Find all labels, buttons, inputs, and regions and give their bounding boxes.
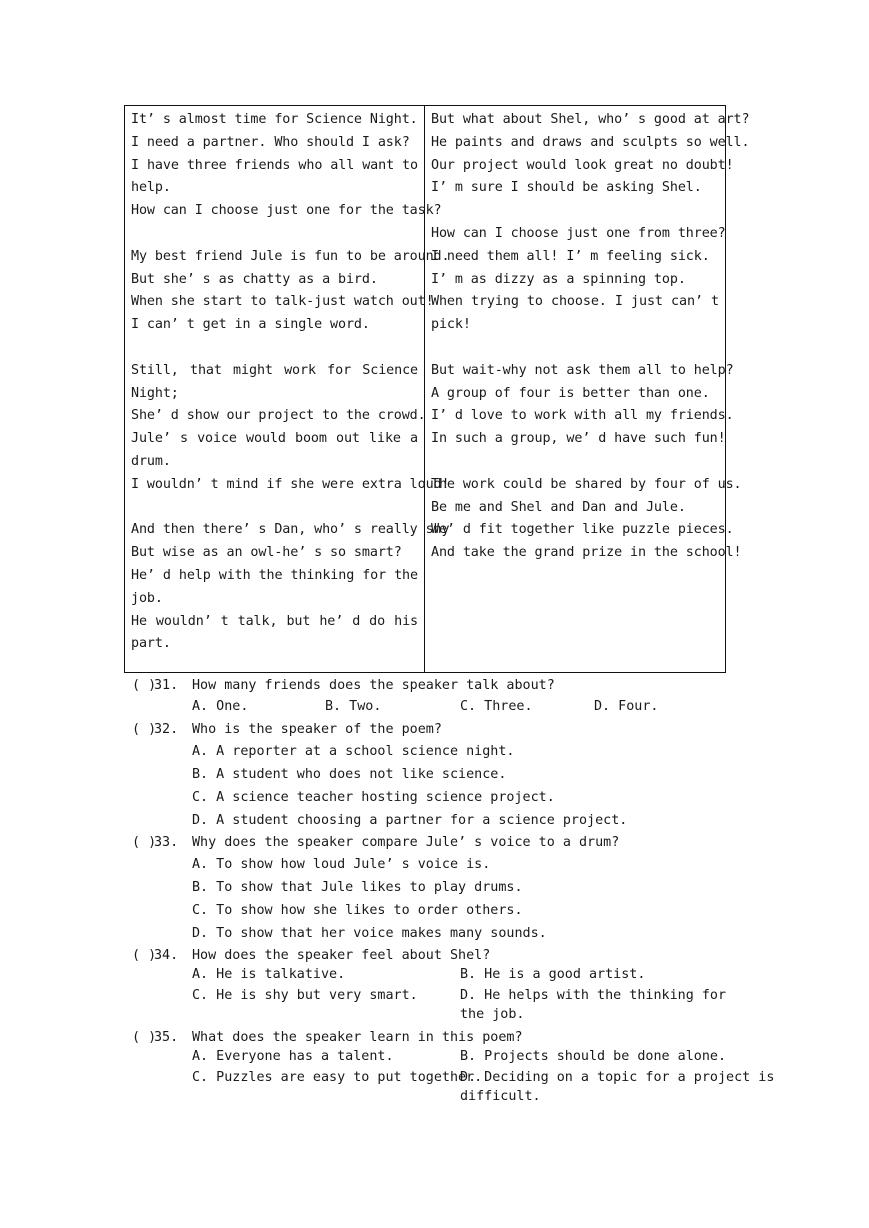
poem-line: help. [131,180,171,196]
options-32 [132,741,732,832]
option-c: C. To show how she likes to order others. [192,903,523,918]
question-number: 34. [154,948,179,963]
poem-line: Our project would look great no doubt! [431,157,734,173]
poem-right-column [425,106,750,672]
poem-line: How can I choose just one from three? [431,225,726,241]
question-number: 33. [154,835,179,850]
options-34 [132,967,732,1027]
question-text: How does the speaker feel about Shel? [192,948,491,963]
option-d-continued: the job. [460,1007,525,1022]
option-a: A. He is talkative. [192,967,346,982]
poem-left-column [125,106,450,672]
option-b: B. Two. [325,699,382,714]
poem-line: She’ d show our project to the crowd. [131,408,426,424]
option-c: C. Three. [460,699,533,714]
poem-line: He’ d help with the thinking for the [131,567,418,583]
answer-blank[interactable]: ( ) [132,835,157,850]
poem-line: Night; [131,385,179,401]
question-number: 31. [154,678,179,693]
question-32 [132,719,732,741]
question-text: Who is the speaker of the poem? [192,722,442,737]
poem-line: But wise as an owl-he’ s so smart? [131,545,402,561]
answer-blank[interactable]: ( ) [132,1030,157,1045]
option-c: C. He is shy but very smart. [192,988,418,1003]
option-d: D. Deciding on a topic for a project is [460,1070,775,1085]
poem-line [131,337,418,360]
answer-blank[interactable]: ( ) [132,722,157,737]
poem-line: I’ d love to work with all my friends. [431,408,734,424]
poem-line: And then there’ s Dan, who’ s really shy [131,522,450,538]
questions-section [132,675,775,1109]
option-d-continued: difficult. [460,1089,541,1104]
poem-table [124,105,750,673]
options-31 [132,697,732,719]
answer-blank[interactable]: ( ) [132,948,157,963]
option-d: D. Four. [594,699,659,714]
poem-line: I’ m sure I should be asking Shel. [431,180,702,196]
poem-line: part. [131,636,171,652]
poem-line: Be me and Shel and Dan and Jule. [431,499,686,515]
option-a: A. To show how loud Jule’ s voice is. [192,857,491,872]
question-text: How many friends does the speaker talk about? [192,678,555,693]
poem-line: I can’ t get in a single word. [131,317,370,333]
option-c: C. A science teacher hosting science project. [192,790,555,805]
option-b: B. Projects should be done alone. [460,1049,727,1064]
poem-line: My best friend Jule is fun to be around. [131,248,450,264]
poem-line: In such a group, we’ d have such fun! [431,431,726,447]
poem-line [131,497,418,520]
poem-line: job. [131,590,163,606]
poem-line [131,223,418,246]
poem-line: But what about Shel, who’ s good at art? [431,112,750,127]
question-34 [132,945,732,967]
option-b: B. He is a good artist. [460,967,646,982]
option-a: A. Everyone has a talent. [192,1049,394,1064]
option-d: D. To show that her voice makes many sounds. [192,926,547,941]
poem-line [431,337,719,360]
poem-line: How can I choose just one for the task? [131,203,442,219]
question-33 [132,832,732,854]
question-text: Why does the speaker compare Jule’ s voice to a drum? [192,835,620,850]
question-number: 32. [154,722,179,737]
poem-line: He wouldn’ t talk, but he’ d do his [131,613,418,629]
poem-line: Still, that might work for Science [131,362,418,378]
poem-line: We’ d fit together like puzzle pieces. [431,522,734,538]
poem-line: But she’ s as chatty as a bird. [131,271,378,287]
poem-line: And take the grand prize in the school! [431,545,742,561]
options-35 [132,1049,775,1109]
poem-line: The work could be shared by four of us. [431,476,742,492]
poem-line [431,200,719,223]
option-a: A. One. [192,699,249,714]
poem-line [431,451,719,474]
answer-blank[interactable]: ( ) [132,678,157,693]
option-a: A. A reporter at a school science night. [192,744,515,759]
question-35 [132,1027,732,1049]
question-text: What does the speaker learn in this poem? [192,1030,523,1045]
poem-line: I wouldn’ t mind if she were extra loud! [131,476,450,492]
poem-line: I have three friends who all want to [131,157,418,173]
question-31 [132,675,732,697]
option-d: D. He helps with the thinking for [460,988,727,1003]
poem-line: When she start to talk-just watch out! [131,294,434,310]
option-b: B. To show that Jule likes to play drums. [192,880,523,895]
poem-line: pick! [431,317,471,333]
poem-line: When trying to choose. I just can’ t [431,294,719,310]
poem-line: I need a partner. Who should I ask? [131,134,410,150]
question-number: 35. [154,1030,179,1045]
option-c: C. Puzzles are easy to put together. [192,1070,483,1085]
option-d: D. A student choosing a partner for a science project. [192,813,628,828]
poem-line: But wait-why not ask them all to help? [431,362,734,378]
poem-line: He paints and draws and sculpts so well. [431,134,750,150]
poem-line: It’ s almost time for Science Night. [131,112,418,127]
poem-line: Jule’ s voice would boom out like a [131,431,418,447]
options-33 [132,854,732,945]
option-b: B. A student who does not like science. [192,767,507,782]
poem-line: I need them all! I’ m feeling sick. [431,248,710,264]
poem-line: drum. [131,453,171,469]
poem-line: A group of four is better than one. [431,385,710,401]
poem-line: I’ m as dizzy as a spinning top. [431,271,686,287]
